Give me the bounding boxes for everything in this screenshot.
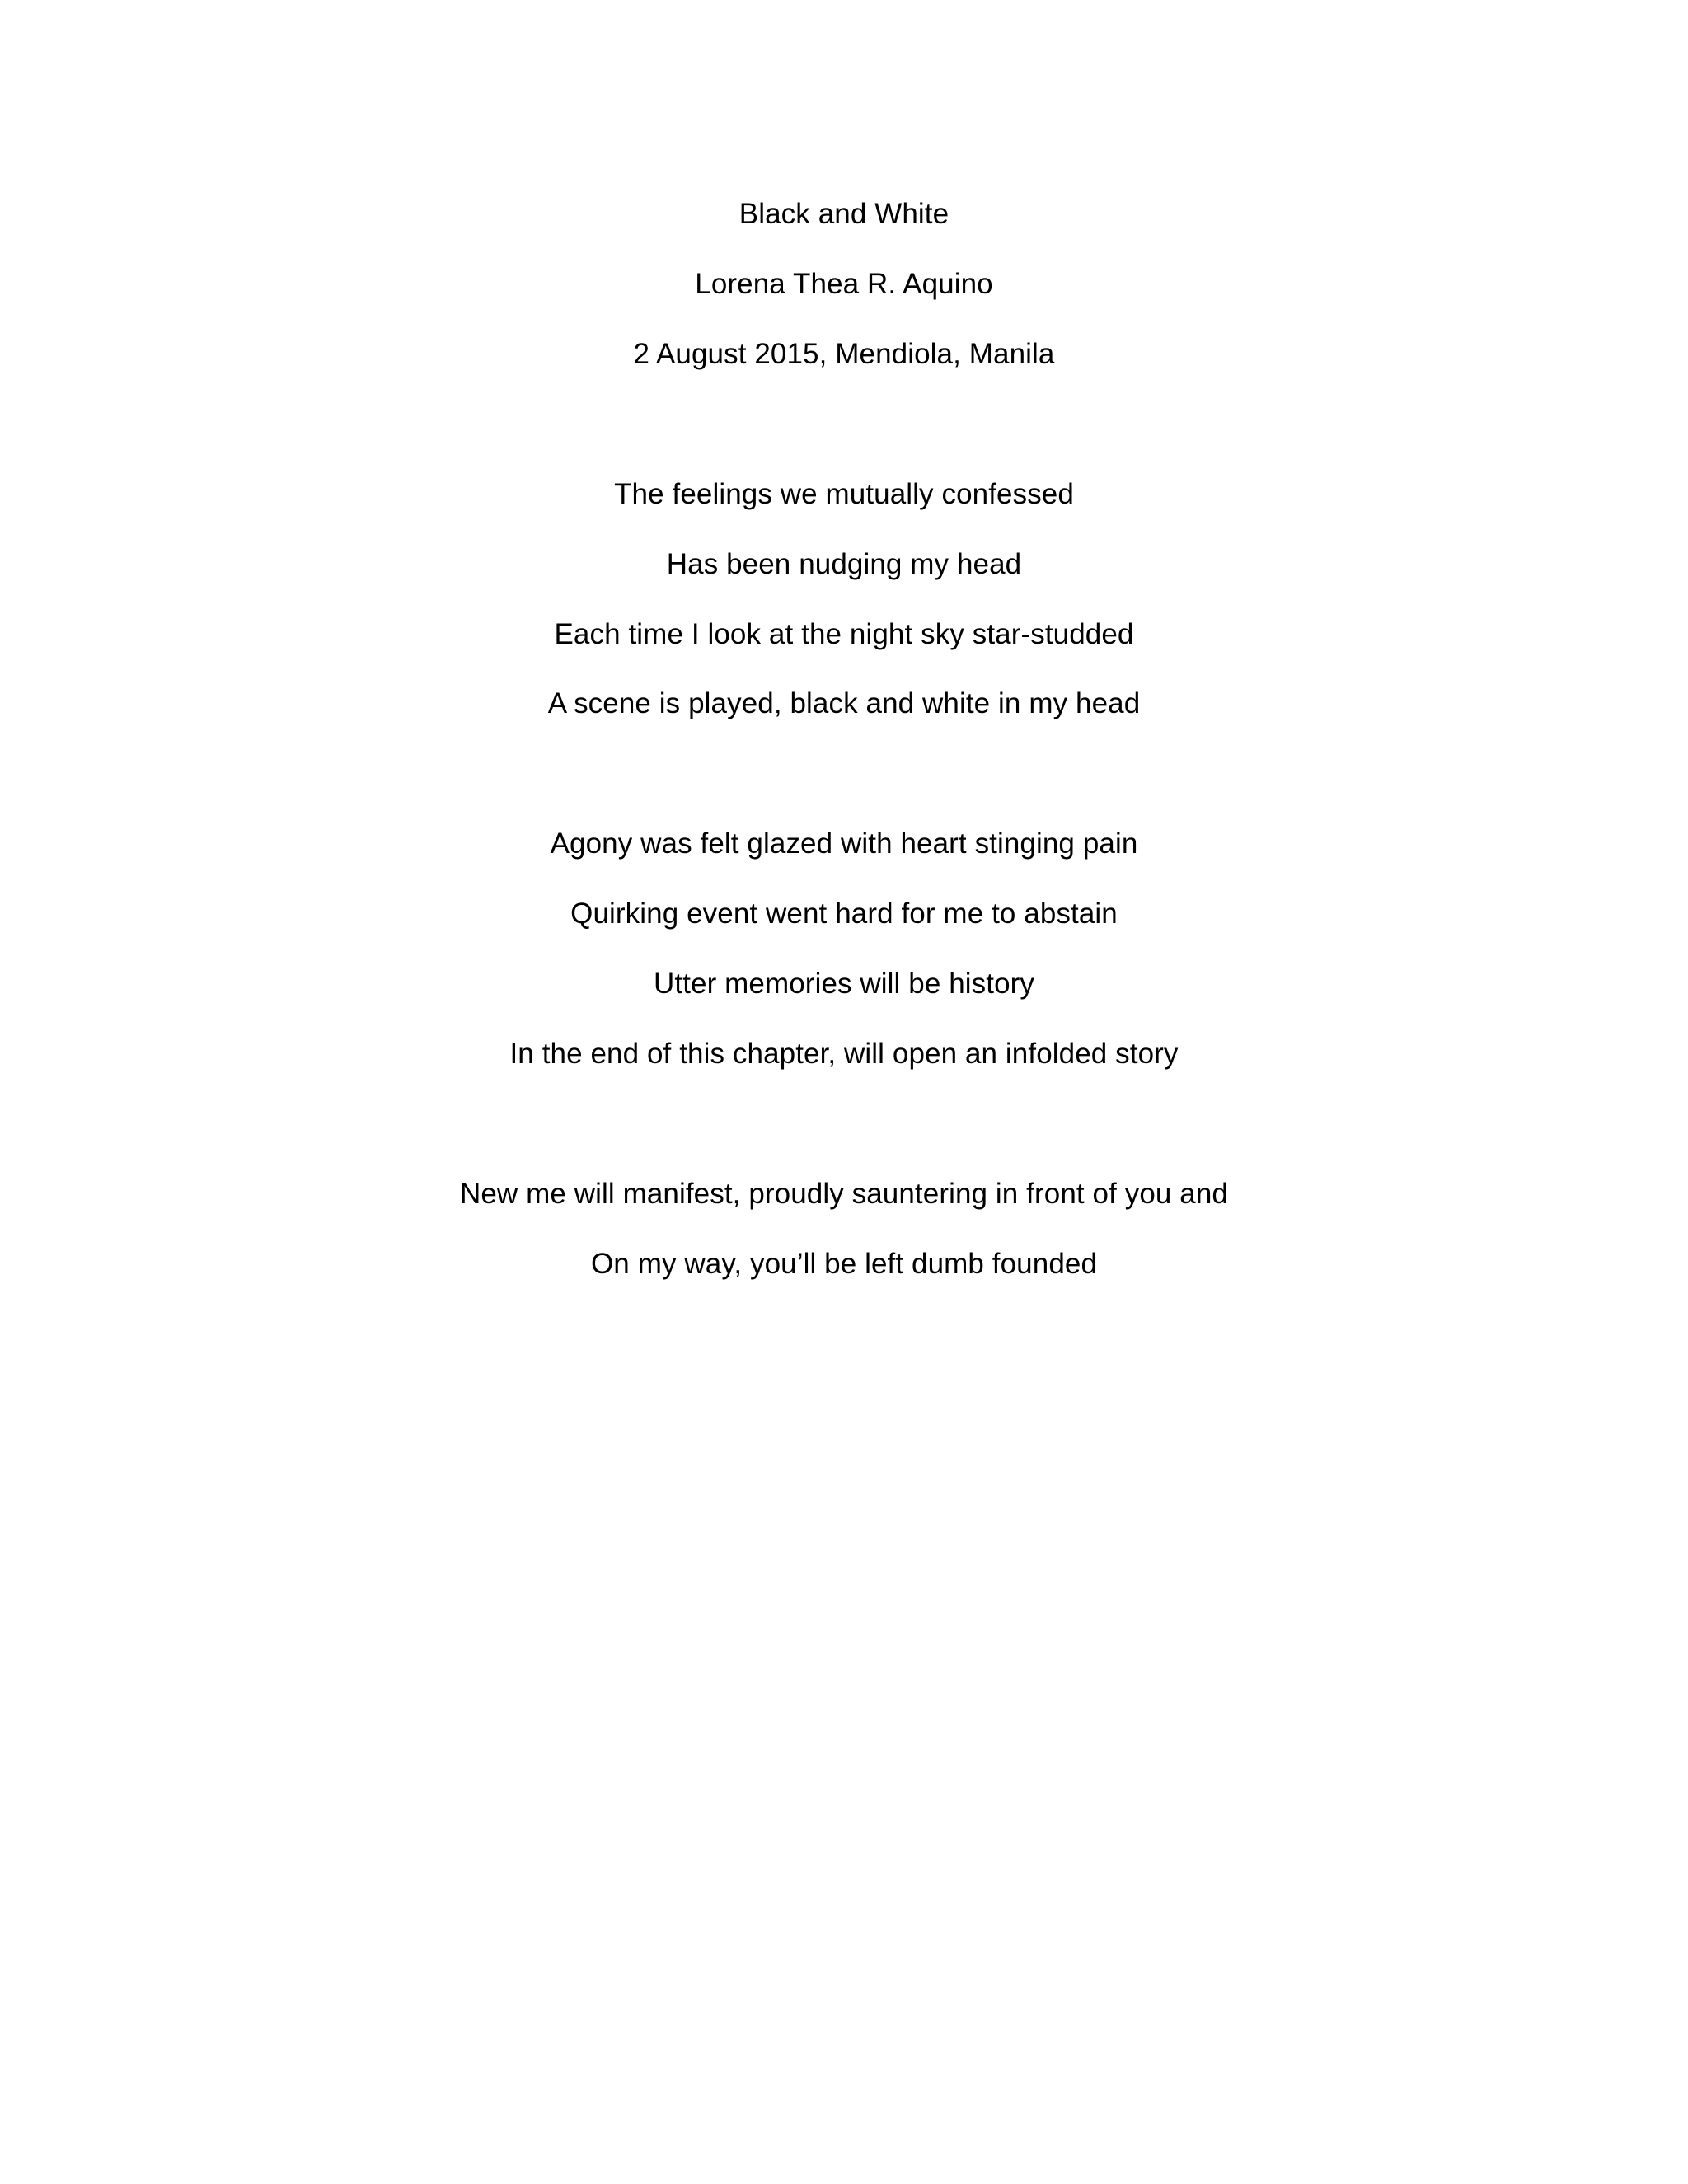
poem-line: Has been nudging my head	[666, 548, 1022, 580]
poem-line: In the end of this chapter, will open an infolded story	[509, 1038, 1179, 1070]
poem-line: Each time I look at the night sky star-studded	[554, 618, 1134, 650]
poem-line: New me will manifest, proudly sauntering in front of you and	[459, 1178, 1228, 1210]
poem-title: Black and White	[738, 198, 950, 230]
poem-author: Lorena Thea R. Aquino	[695, 268, 993, 300]
poem-line: Agony was felt glazed with heart stinging pain	[550, 827, 1138, 860]
poem-line: Quirking event went hard for me to abstain	[570, 898, 1118, 930]
poem-dateline: 2 August 2015, Mendiola, Manila	[633, 338, 1055, 370]
poem-line: Utter memories will be history	[654, 968, 1034, 1000]
poem-line: A scene is played, black and white in my head	[547, 687, 1141, 719]
poem-line: On my way, you’ll be left dumb founded	[590, 1248, 1098, 1280]
poem-line: The feelings we mutually confessed	[614, 478, 1074, 510]
